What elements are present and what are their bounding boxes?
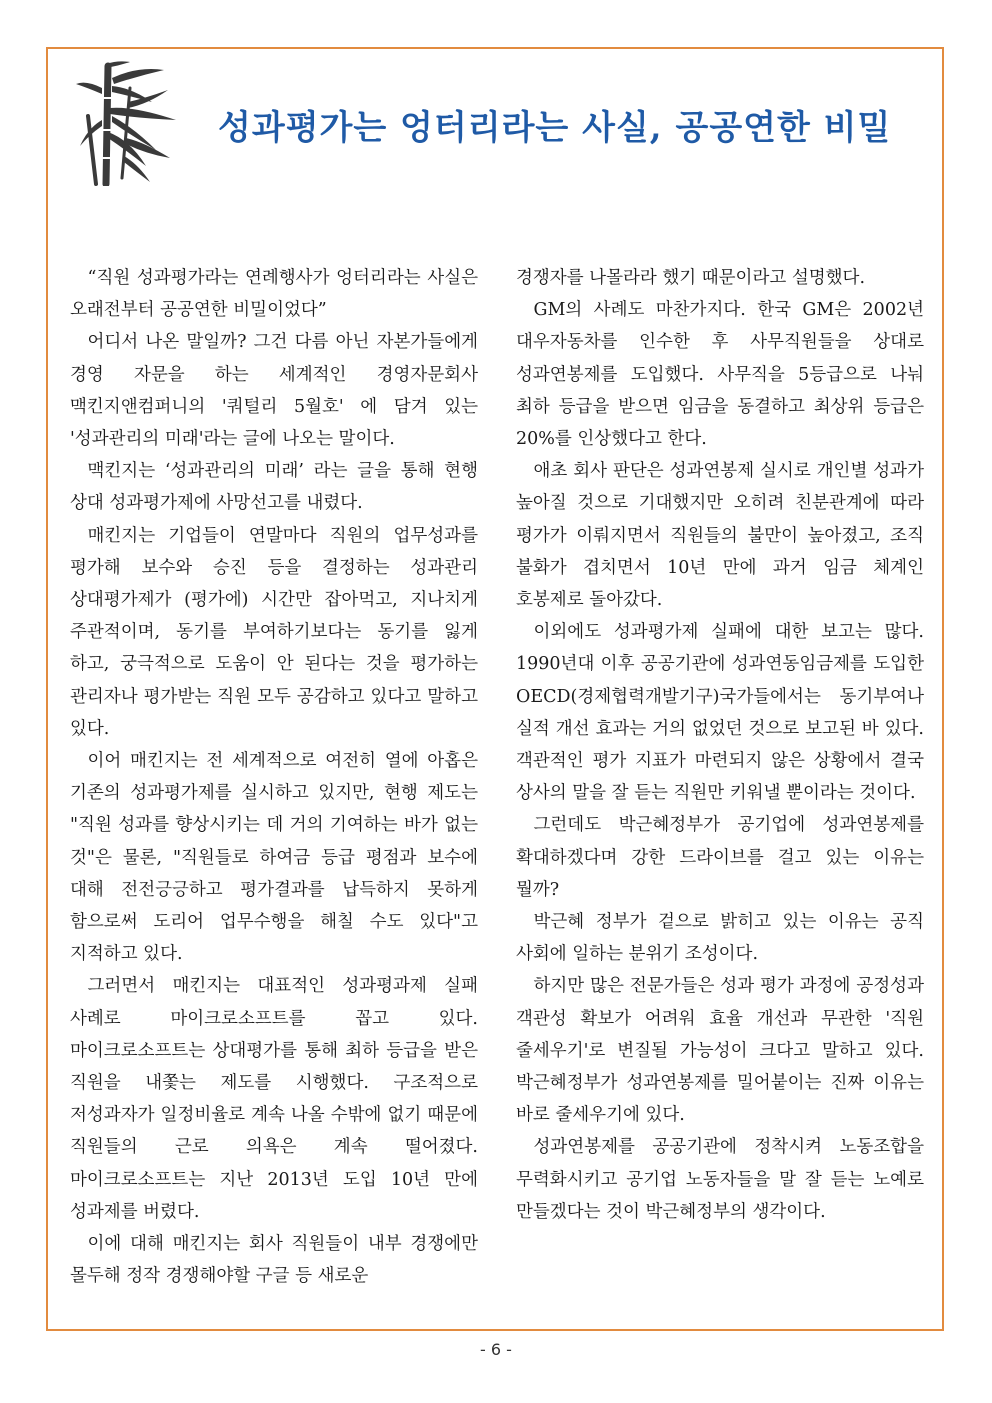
paragraph: 애초 회사 판단은 성과연봉제 실시로 개인별 성과가 높아질 것으로 기대했지만 오히려 친분관계에 따라 평가가 이뤄지면서 직원들의 불만이 높아졌고, 조직 불화가 겹치면서 10년 만에 과거 임금 체계인 호봉제로 돌아갔다. — [516, 461, 924, 611]
paragraph: 매킨지는 기업들이 연말마다 직원의 업무성과를 평가해 보수와 승진 등을 결정하는 성과관리 상대평가제가 (평가에) 시간만 잡아먹고, 지나치게 주관적이며, 동기를 부여하기보다는 동기를 잃게 하고, 궁극적으로 도움이 안 된다는 것을 평가하는 관리자나 평가받는 직원 모두 공감하고 있다고 말하고 있다. — [70, 525, 478, 739]
paragraph: 이외에도 성과평가제 실패에 대한 보고는 많다. 1990년대 이후 공공기관에 성과연동임금제를 도입한 OECD(경제협력개발기구)국가들에서는 동기부여나 실적 개선 효과는 거의 없었던 것으로 보고된 바 있다. 객관적인 평가 지표가 마련되지 않은 상황에서 결국 상사의 말을 잘 듣는 직원만 키워낼 뿐이라는 것이다. — [516, 622, 924, 804]
left-column — [70, 262, 478, 1293]
paragraph: 박근혜 정부가 겉으로 밝히고 있는 이유는 공직 사회에 일하는 분위기 조성이다. — [516, 912, 924, 965]
paragraph: 이에 대해 매킨지는 회사 직원들이 내부 경쟁에만 몰두해 정작 경쟁해야할 구글 등 새로운 — [70, 1234, 478, 1287]
paragraph: 그러면서 매킨지는 대표적인 성과평과제 실패 사례로 마이크로소프트를 꼽고 있다. 마이크로소프트는 상대평가를 통해 최하 등급을 받은 직원을 내쫓는 제도를 시행했다. 구조적으로 저성과자가 일정비율로 계속 나올 수밖에 없기 때문에 직원들의 근로 의욕은 계속 떨어졌다. 마이크로소프트는 지난 2013년 도입 10년 만에 성과제를 버렸다. — [70, 976, 478, 1222]
paragraph: 이어 매킨지는 전 세계적으로 여전히 열에 아홉은 기존의 성과평가제를 실시하고 있지만, 현행 제도는 "직원 성과를 향상시키는 데 거의 기여하는 바가 없는 것"은 물론, "직원들로 하여금 등급 평점과 보수에 대해 전전긍긍하고 평가결과를 납득하지 못하게 함으로써 도리어 업무수행을 해칠 수도 있다"고 지적하고 있다. — [70, 751, 478, 965]
paragraph: 그런데도 박근혜정부가 공기업에 성과연봉제를 확대하겠다며 강한 드라이브를 걸고 있는 이유는 뭘까? — [516, 815, 924, 900]
page-number: - 6 - — [480, 1340, 512, 1359]
paragraph: GM의 사례도 마찬가지다. 한국 GM은 2002년 대우자동차를 인수한 후 사무직원들을 상대로 성과연봉제를 도입했다. 사무직을 5등급으로 나눠 최하 등급을 받으면 임금을 동결하고 최상위 등급은 20%를 인상했다고 한다. — [516, 300, 924, 450]
bamboo-icon — [72, 58, 184, 186]
paragraph: 하지만 많은 전문가들은 성과 평가 과정에 공정성과 객관성 확보가 어려워 효율 개선과 무관한 '직원 줄세우기'로 변질될 가능성이 크다고 말하고 있다. 박근혜정부가 성과연봉제를 밀어붙이는 진짜 이유는 바로 줄세우기에 있다. — [516, 976, 924, 1126]
paragraph: 어디서 나온 말일까? 그건 다름 아닌 자본가들에게 경영 자문을 하는 세계적인 경영자문회사 맥킨지앤컴퍼니의 '쿼털리 5월호' 에 담겨 있는 '성과관리의 미래'라는 글에 나오는 말이다. — [70, 332, 478, 450]
paragraph-continued: 경쟁자를 나몰라라 했기 때문이라고 설명했다. — [516, 268, 866, 288]
paragraph: 성과연봉제를 공공기관에 정착시켜 노동조합을 무력화시키고 공기업 노동자들을 말 잘 듣는 노예로 만들겠다는 것이 박근혜정부의 생각이다. — [516, 1137, 924, 1222]
paragraph: 맥킨지는 ‘성과관리의 미래’ 라는 글을 통해 현행 상대 성과평가제에 사망선고를 내렸다. — [70, 461, 478, 514]
article-title: 성과평가는 엉터리라는 사실, 공공연한 비밀 — [218, 108, 892, 148]
right-column — [516, 262, 924, 1228]
paragraph: “직원 성과평가라는 연례행사가 엉터리라는 사실은 오래전부터 공공연한 비밀이었다” — [70, 268, 478, 321]
